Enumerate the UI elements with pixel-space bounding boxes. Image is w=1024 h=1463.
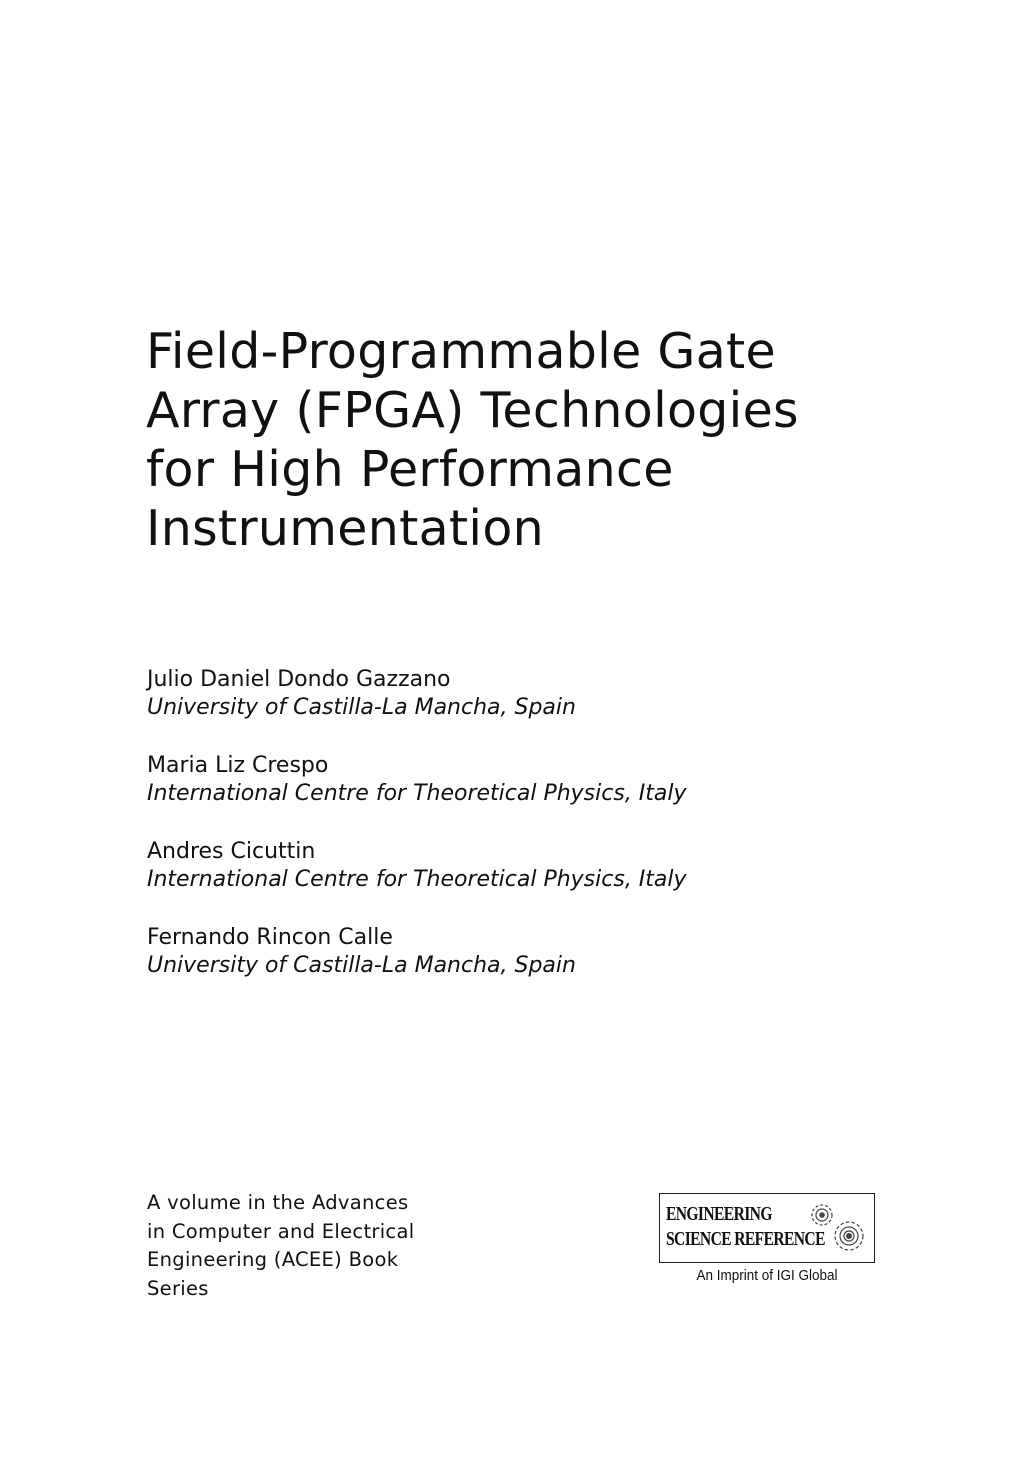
gear-icon (802, 1198, 872, 1260)
series-line: in Computer and Electrical (147, 1219, 415, 1243)
logo-box (659, 1193, 875, 1263)
author-entry (147, 666, 847, 752)
author-list (147, 666, 847, 1010)
series-line: A volume in the Advances (147, 1191, 409, 1214)
author-name: Fernando Rincon Calle (147, 925, 393, 950)
author-affiliation: University of Castilla-La Mancha, Spain (147, 953, 576, 978)
author-affiliation: University of Castilla-La Mancha, Spain (147, 695, 576, 720)
logo-line-1: ENGINEERING (666, 1203, 772, 1225)
author-name: Maria Liz Crespo (147, 753, 329, 778)
series-line: Engineering (ACEE) Book (147, 1248, 399, 1271)
author-affiliation: International Centre for Theoretical Physics, Italy (147, 781, 687, 806)
book-title (146, 322, 926, 558)
title-line-3: for High Performance (146, 441, 674, 498)
imprint-text: An Imprint of IGI Global (696, 1267, 838, 1284)
logo-line-2: SCIENCE REFERENCE (666, 1228, 825, 1250)
author-entry (147, 838, 847, 924)
series-statement (147, 1189, 487, 1303)
title-line-1: Field-Programmable Gate (146, 323, 776, 380)
author-name: Andres Cicuttin (147, 839, 316, 864)
author-entry (147, 752, 847, 838)
author-entry (147, 924, 847, 1010)
author-affiliation: International Centre for Theoretical Physics, Italy (147, 867, 687, 892)
author-name: Julio Daniel Dondo Gazzano (147, 667, 451, 692)
publisher-logo (659, 1193, 879, 1285)
title-line-4: Instrumentation (146, 500, 544, 557)
title-line-2: Array (FPGA) Technologies (146, 382, 799, 439)
series-line: Series (147, 1276, 209, 1300)
